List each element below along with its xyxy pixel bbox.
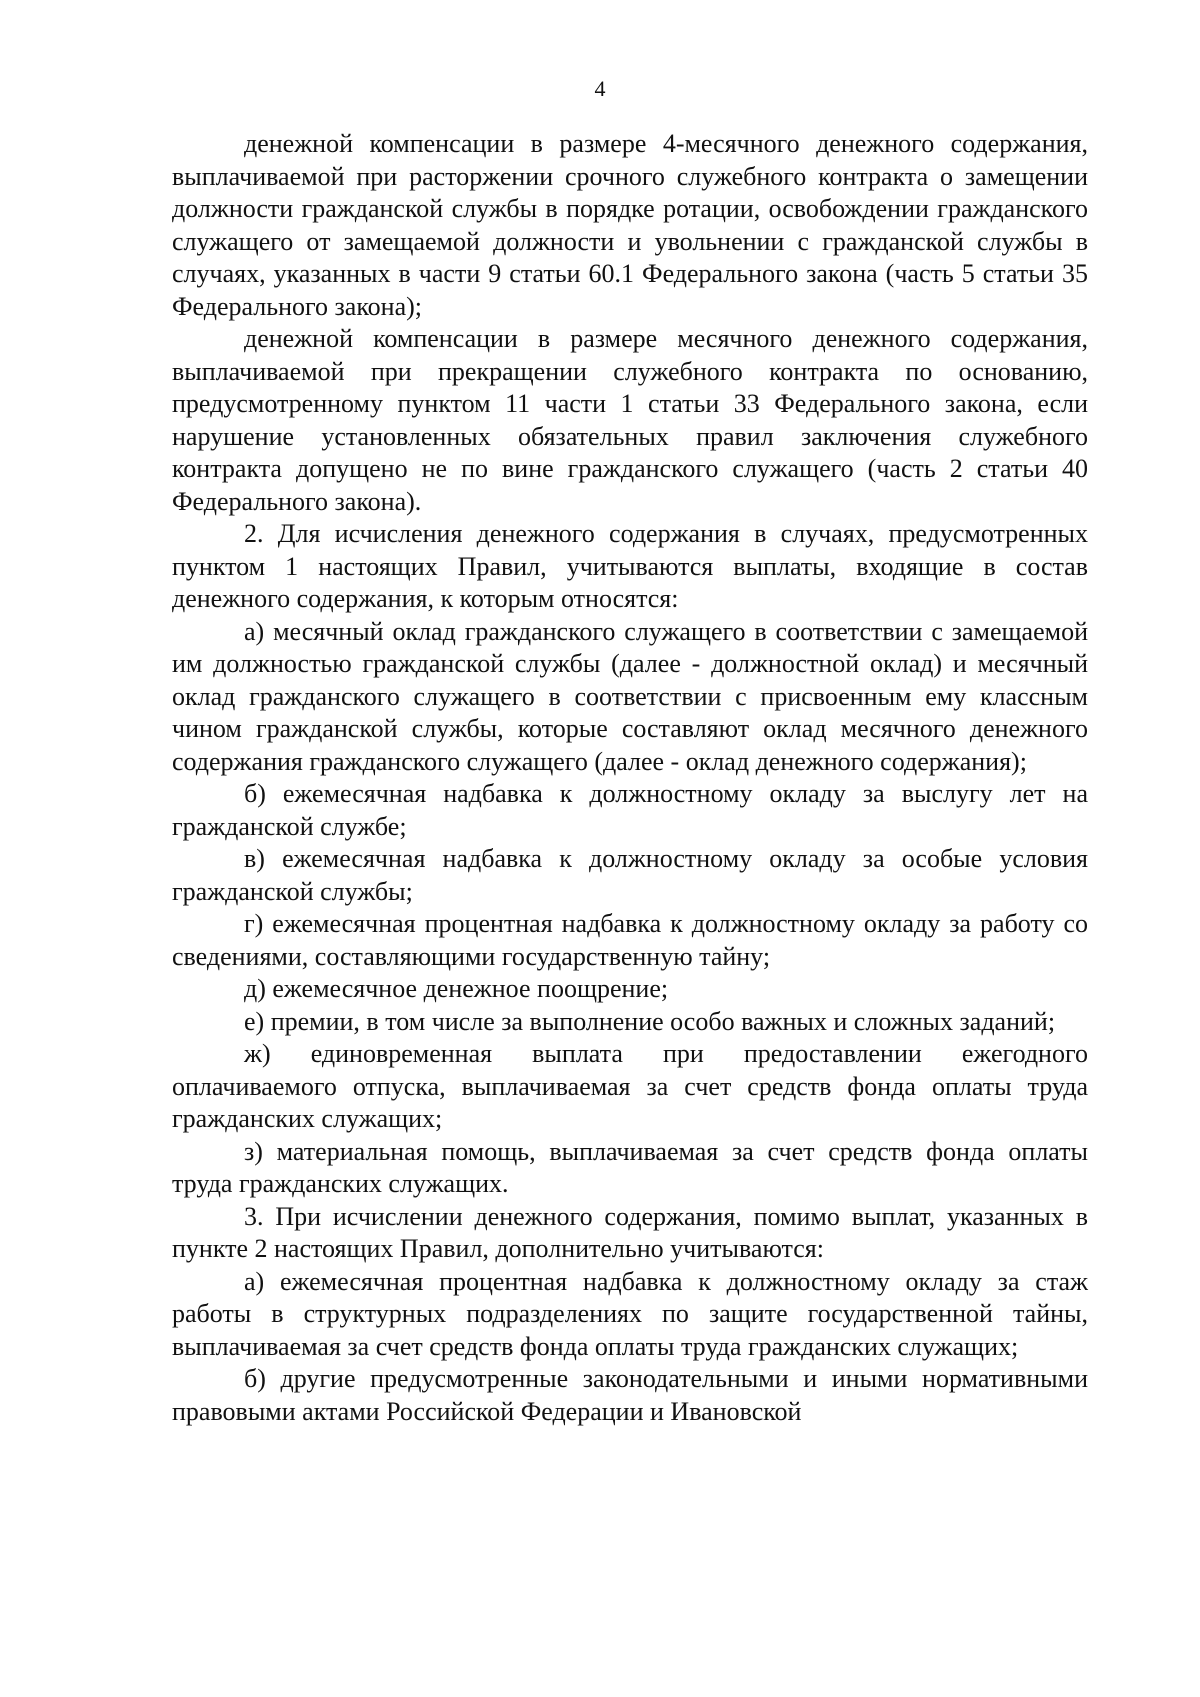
- paragraph-item-2-e: е) премии, в том числе за выполнение особо важных и сложных заданий;: [244, 1006, 1056, 1036]
- paragraph-item-2-a: а) месячный оклад гражданского служащего в соответствии с замещаемой им должностью гражданской службы (далее - должностной оклад) и месячный оклад гражданского служащего в соответствии с присвоенным ему классным чином гражданской службы, которые составляют оклад месячного денежного содержания гражданского служащего (далее - оклад денежного содержания);: [172, 616, 1088, 776]
- paragraph-item-2-z: з) материальная помощь, выплачиваемая за счет средств фонда оплаты труда гражданских служащих.: [172, 1136, 1088, 1198]
- paragraph-item-2-zh: ж) единовременная выплата при предоставлении ежегодного оплачиваемого отпуска, выплачиваемая за счет средств фонда оплаты труда гражданских служащих;: [172, 1039, 1088, 1133]
- paragraph-item-2: 2. Для исчисления денежного содержания в случаях, предусмотренных пунктом 1 настоящих Правил, учитываются выплаты, входящие в состав денежного содержания, к которым относятся:: [172, 519, 1088, 613]
- paragraph-compensation-4-month: денежной компенсации в размере 4-месячного денежного содержания, выплачиваемой при расторжении срочного служебного контракта о замещении должности гражданской службы в порядке ротации, освобождении гражданского служащего от замещаемой должности и увольнении с гражданской службы в случаях, указанных в части 9 статьи 60.1 Федерального закона (часть 5 статьи 35 Федерального закона);: [172, 129, 1088, 321]
- paragraph-item-2-b: б) ежемесячная надбавка к должностному окладу за выслугу лет на гражданской службе;: [172, 779, 1088, 841]
- paragraph-item-3-b: б) другие предусмотренные законодательными и иными нормативными правовыми актами Российской Федерации и Ивановской: [172, 1364, 1088, 1426]
- paragraph-item-2-g: г) ежемесячная процентная надбавка к должностному окладу за работу со сведениями, составляющими государственную тайну;: [172, 909, 1088, 971]
- page-number: 4: [594, 76, 606, 101]
- paragraph-item-2-d: д) ежемесячное денежное поощрение;: [244, 974, 669, 1003]
- paragraph-item-2-v: в) ежемесячная надбавка к должностному окладу за особые условия гражданской службы;: [172, 844, 1088, 906]
- document-body: [172, 128, 1088, 1428]
- paragraph-compensation-monthly: денежной компенсации в размере месячного денежного содержания, выплачиваемой при прекращении служебного контракта по основанию, предусмотренному пунктом 11 части 1 статьи 33 Федерального закона, если нарушение установленных обязательных правил заключения служебного контракта допущено не по вине гражданского служащего (часть 2 статьи 40 Федерального закона).: [172, 324, 1088, 516]
- paragraph-item-3: 3. При исчислении денежного содержания, помимо выплат, указанных в пункте 2 настоящих Правил, дополнительно учитываются:: [172, 1201, 1088, 1263]
- paragraph-item-3-a: а) ежемесячная процентная надбавка к должностному окладу за стаж работы в структурных подразделениях по защите государственной тайны, выплачиваемая за счет средств фонда оплаты труда гражданских служащих;: [172, 1266, 1088, 1361]
